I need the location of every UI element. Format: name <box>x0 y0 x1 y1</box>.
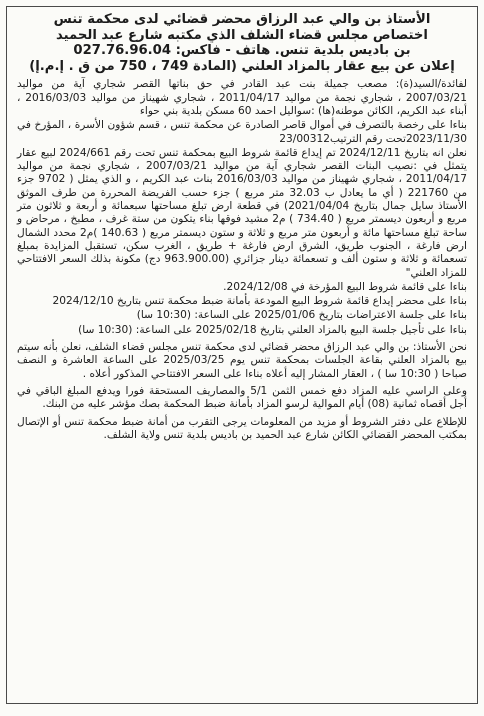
beneficiary-paragraph: لفائدة/السيد(ة): مصعب جميلة بنت عبد القادر في حق بناتها القصر شجاري آية من مواليد 2007/03/21 ، شجاري نجمة من مواليد 2011/04/17 ، شجاري شهيناز من مواليد 2016/03/03 ، أبناء عبد الكريم، الكائن موطنه(ها) :سواليل احمد 60 مسكن بلدية بني حواء <box>17 78 467 117</box>
payment-terms-paragraph: وعلى الراسي عليه المزاد دفع خمس الثمن 5/1 والمصاريف المستحقة فورا ويدفع المبلغ الباقي في أجل أقصاه ثمانية (08) أيام الموالية لرسو المزاد بأمانة ضبط المحكمة بصك مؤشر عليه من البنك. <box>17 384 467 411</box>
deposit-paragraph: بناءا على محضر إيداع قائمة شروط البيع المودعة بأمانة ضبط محكمة تنس بتاريخ 2024/12/10 <box>52 295 467 308</box>
contact-line: بن باديس بلدية تنس. هاتف - فاكس: 027.76.96.04 <box>73 43 411 59</box>
auction-announcement-paragraph: نحن الأستاذ: بن والي عبد الرزاق محضر قضائي لدى محكمة تنس مجلس قضاء الشلف، نعلن بأنه سيتم بيع بالمزاد العلني بقاعة الجلسات بمحكمة تنس يوم 2025/03/25 على الساعة العاشرة و النصف صباحا ( 10:30 سا ) ، العقار المشار إليه أعلاه بناءا على السعر الافتتاحي المذكور أعلاه . <box>17 341 467 380</box>
property-paragraph: نعلن انه بتاريخ 2024/12/11 تم إيداع قائمة شروط البيع بمحكمة تنس تحت رقم 2024/661 لبيع عقار يتمثل في :نصيب البنات القصر شجاري آية من مواليد 2007/03/21 ، شجاري نجمة من مواليد 2011/04/17 ، شجاري شهيناز من مواليد 2016/03/03 بنات عبد الكريم ، و الذي يمثل ( 9702 جزء من 221760 ( أي ما يعادل ب 32.03 متر مربع ) جزء حسب الفريضة المحررة من طرف الموثق الأستاذ سايل جمال بتاريخ 2021/04/04) في قطعة ارض تبلغ مساحتها سبعمائة و أربعة و ثلاثون متر مربع و أربعون ديسمتر مربع ( 734.40 ) م2 مشيد فوقها بناء يتكون من ستة غرف ، مطبخ ، مرحاض و ساحة تبلغ مساحتها مائة و أربعون متر مربع و ثلاثة و ستون ديسمتر مربع ( 140.63 )م2 محدد الشمال ارض فارغة ، الجنوب طريق، الشرق ارض فارغة + طريق ، الغرب سكن، تستقبل المزايدة بمبلغ تسعمائة و ثلاثة و ستون ألف و تسعمائة دينار جزائري (963.900.00 دج) مكونة بذلك السعر الافتتاحي للمزاد العلني" <box>17 146 467 279</box>
conditions-paragraph: بناءا على قائمة شروط البيع المؤرخة في 2024/12/08. <box>223 280 467 293</box>
notice-title: إعلان عن بيع عقار بالمزاد العلني (المادة 749 ، 750 من ق . إ.م.إ) <box>29 58 455 74</box>
postponement-paragraph: بناءا على تأجيل جلسة البيع بالمزاد العلني بتاريخ 2025/02/18 على الساعة: (10:30 سا) <box>78 323 467 336</box>
license-paragraph: بناءا على رخصة بالتصرف في أموال قاصر الصادرة عن محكمة تنس ، قسم شؤون الأسرة ، المؤرخ في 2023/11/30تحت رقم الترتيب23/00312 <box>17 119 467 145</box>
notice-body <box>17 78 467 442</box>
objections-paragraph: بناءا على جلسة الاعتراضات بتاريخ 2025/01/06 على الساعة: (10:30 سا) <box>136 309 467 322</box>
legal-notice <box>6 6 478 704</box>
contact-info-paragraph: للإطلاع على دفتر الشروط أو مزيد من المعلومات يرجى التقرب من أمانة ضبط محكمة تنس أو الإتصال بمكتب المحضر القضائي الكائن شارع عبد الحميد بن باديس بلدية تنس ولاية الشلف. <box>17 415 467 441</box>
notice-header <box>17 12 467 74</box>
bailiff-name-line: الأستاذ بن والي عبد الرزاق محضر قضائي لدى محكمة تنس <box>53 12 431 27</box>
jurisdiction-line: اختصاص مجلس قضاء الشلف الذي مكتبه شارع عبد الحميد <box>56 27 428 43</box>
